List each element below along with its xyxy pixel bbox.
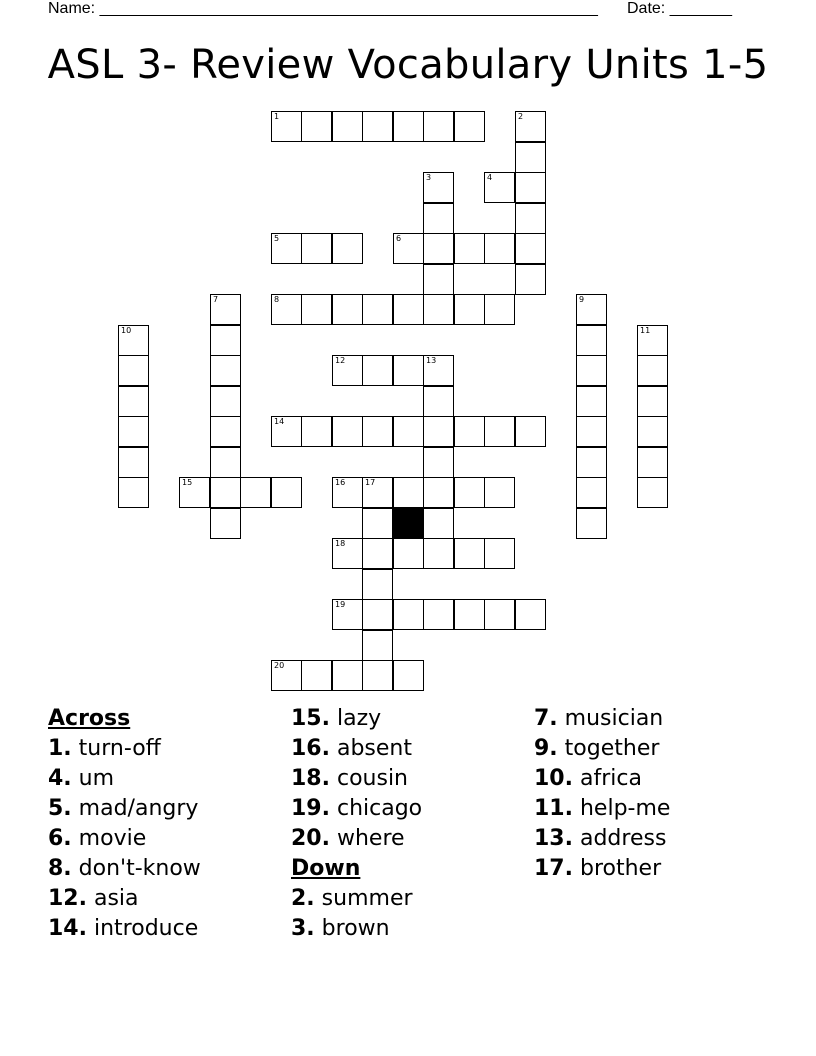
grid-cell[interactable]: [423, 386, 454, 417]
clue-number: 1: [274, 112, 280, 121]
grid-cell[interactable]: [515, 111, 546, 142]
clue-number: 20: [274, 661, 285, 670]
grid-cell[interactable]: [118, 416, 149, 447]
grid-cell[interactable]: [210, 477, 241, 508]
clue-number: 11: [640, 326, 651, 335]
grid-cell[interactable]: [332, 477, 363, 508]
grid-cell[interactable]: [210, 386, 241, 417]
clue-number: 10: [121, 326, 132, 335]
grid-cell[interactable]: [423, 477, 454, 508]
grid-cell[interactable]: [454, 538, 485, 569]
grid-cell[interactable]: [362, 538, 393, 569]
clue-column-3: [534, 704, 670, 884]
across-heading: Across: [48, 706, 131, 731]
grid-cell[interactable]: [576, 477, 607, 508]
clue-number: 6: [396, 234, 402, 243]
grid-cell[interactable]: [118, 477, 149, 508]
grid-cell[interactable]: [637, 477, 668, 508]
grid-cell[interactable]: [423, 111, 454, 142]
grid-cell[interactable]: [362, 569, 393, 600]
across-clue-20: 20. where: [291, 826, 405, 851]
grid-cell[interactable]: [515, 203, 546, 234]
grid-cell[interactable]: [271, 416, 302, 447]
grid-cell[interactable]: [393, 111, 424, 142]
grid-cell[interactable]: [179, 477, 210, 508]
grid-cell[interactable]: [637, 325, 668, 356]
grid-cell[interactable]: [637, 416, 668, 447]
clue-number: 17: [365, 478, 376, 487]
down-clue-10: 10. africa: [534, 766, 642, 791]
grid-cell[interactable]: [393, 477, 424, 508]
down-clue-7: 7. musician: [534, 706, 664, 731]
grid-cell[interactable]: [515, 416, 546, 447]
grid-cell[interactable]: [301, 233, 332, 264]
clue-number: 5: [274, 234, 280, 243]
clue-number: 9: [579, 295, 585, 304]
grid-cell[interactable]: [118, 447, 149, 478]
grid-cell[interactable]: [301, 416, 332, 447]
grid-cell[interactable]: [393, 538, 424, 569]
name-field-label: Name: ________________________________________________________: [48, 0, 598, 17]
grid-cell[interactable]: [484, 416, 515, 447]
grid-cell[interactable]: [484, 599, 515, 630]
down-clue-3: 3. brown: [291, 916, 390, 941]
grid-cell[interactable]: [484, 172, 515, 203]
grid-cell[interactable]: [515, 264, 546, 295]
across-clue-15: 15. lazy: [291, 706, 382, 731]
grid-cell[interactable]: [362, 508, 393, 539]
grid-cell[interactable]: [576, 386, 607, 417]
clue-number: 19: [335, 600, 346, 609]
grid-cell[interactable]: [118, 355, 149, 386]
grid-cell[interactable]: [332, 660, 363, 691]
grid-cell[interactable]: [423, 203, 454, 234]
clue-number: 15: [182, 478, 193, 487]
grid-cell[interactable]: [271, 477, 302, 508]
grid-cell[interactable]: [423, 355, 454, 386]
across-clue-6: 6. movie: [48, 826, 147, 851]
blocked-square: [393, 508, 424, 539]
grid-cell[interactable]: [576, 325, 607, 356]
down-heading: Down: [291, 856, 361, 881]
grid-cell[interactable]: [423, 264, 454, 295]
grid-cell[interactable]: [393, 233, 424, 264]
grid-cell[interactable]: [332, 294, 363, 325]
grid-cell[interactable]: [393, 599, 424, 630]
grid-cell[interactable]: [118, 325, 149, 356]
grid-cell[interactable]: [271, 294, 302, 325]
grid-cell[interactable]: [301, 660, 332, 691]
grid-cell[interactable]: [576, 447, 607, 478]
down-clue-2: 2. summer: [291, 886, 413, 911]
grid-cell[interactable]: [393, 660, 424, 691]
grid-cell[interactable]: [637, 447, 668, 478]
grid-cell[interactable]: [210, 416, 241, 447]
grid-cell[interactable]: [301, 294, 332, 325]
grid-cell[interactable]: [423, 294, 454, 325]
clue-column-2: [291, 704, 422, 944]
down-clue-9: 9. together: [534, 736, 660, 761]
across-clue-1: 1. turn-off: [48, 736, 161, 761]
grid-cell[interactable]: [118, 386, 149, 417]
grid-cell[interactable]: [362, 477, 393, 508]
page-title: ASL 3- Review Vocabulary Units 1-5: [47, 42, 769, 88]
down-clue-17: 17. brother: [534, 856, 662, 881]
grid-cell[interactable]: [362, 599, 393, 630]
across-clue-4: 4. um: [48, 766, 115, 791]
across-clue-5: 5. mad/angry: [48, 796, 199, 821]
clue-number: 3: [426, 173, 432, 182]
grid-cell[interactable]: [423, 172, 454, 203]
across-clue-18: 18. cousin: [291, 766, 409, 791]
clue-number: 4: [487, 173, 493, 182]
clue-number: 13: [426, 356, 437, 365]
grid-cell[interactable]: [271, 233, 302, 264]
grid-cell[interactable]: [210, 355, 241, 386]
grid-cell[interactable]: [332, 599, 363, 630]
grid-cell[interactable]: [576, 294, 607, 325]
clue-number: 18: [335, 539, 346, 548]
grid-cell[interactable]: [210, 325, 241, 356]
grid-cell[interactable]: [454, 111, 485, 142]
grid-cell[interactable]: [515, 233, 546, 264]
grid-cell[interactable]: [362, 355, 393, 386]
grid-cell[interactable]: [484, 538, 515, 569]
grid-cell[interactable]: [515, 142, 546, 173]
down-clue-13: 13. address: [534, 826, 667, 851]
grid-cell[interactable]: [637, 355, 668, 386]
grid-cell[interactable]: [393, 355, 424, 386]
across-clue-14: 14. introduce: [48, 916, 199, 941]
clue-number: 16: [335, 478, 346, 487]
grid-cell[interactable]: [423, 416, 454, 447]
clue-number: 12: [335, 356, 346, 365]
grid-cell[interactable]: [484, 233, 515, 264]
grid-cell[interactable]: [301, 111, 332, 142]
grid-cell[interactable]: [362, 111, 393, 142]
grid-cell[interactable]: [515, 599, 546, 630]
grid-cell[interactable]: [393, 294, 424, 325]
grid-cell[interactable]: [271, 111, 302, 142]
grid-cell[interactable]: [210, 447, 241, 478]
grid-cell[interactable]: [362, 630, 393, 661]
date-field-label: Date: _______: [627, 0, 732, 17]
grid-cell[interactable]: [210, 508, 241, 539]
grid-cell[interactable]: [362, 294, 393, 325]
grid-cell[interactable]: [576, 508, 607, 539]
grid-cell[interactable]: [454, 477, 485, 508]
clue-number: 14: [274, 417, 285, 426]
grid-cell[interactable]: [393, 416, 424, 447]
grid-cell[interactable]: [454, 599, 485, 630]
grid-cell[interactable]: [576, 355, 607, 386]
grid-cell[interactable]: [332, 355, 363, 386]
grid-cell[interactable]: [332, 233, 363, 264]
grid-cell[interactable]: [515, 172, 546, 203]
clue-number: 8: [274, 295, 280, 304]
grid-cell[interactable]: [423, 599, 454, 630]
across-clue-16: 16. absent: [291, 736, 412, 761]
grid-cell[interactable]: [454, 233, 485, 264]
grid-cell[interactable]: [423, 233, 454, 264]
grid-cell[interactable]: [454, 294, 485, 325]
down-clue-11: 11. help-me: [534, 796, 671, 821]
grid-cell[interactable]: [362, 660, 393, 691]
grid-cell[interactable]: [332, 111, 363, 142]
grid-cell[interactable]: [332, 416, 363, 447]
grid-cell[interactable]: [576, 416, 607, 447]
grid-cell[interactable]: [423, 447, 454, 478]
grid-cell[interactable]: [637, 386, 668, 417]
across-clue-12: 12. asia: [48, 886, 139, 911]
grid-cell[interactable]: [423, 538, 454, 569]
grid-cell[interactable]: [271, 660, 302, 691]
clue-column-1: [48, 704, 201, 944]
grid-cell[interactable]: [362, 416, 393, 447]
across-clue-19: 19. chicago: [291, 796, 423, 821]
across-clue-8: 8. don't-know: [48, 856, 201, 881]
grid-cell[interactable]: [332, 538, 363, 569]
grid-cell[interactable]: [484, 477, 515, 508]
grid-cell[interactable]: [240, 477, 271, 508]
clue-number: 2: [518, 112, 524, 121]
grid-cell[interactable]: [423, 508, 454, 539]
grid-cell[interactable]: [210, 294, 241, 325]
clue-number: 7: [213, 295, 219, 304]
grid-cell[interactable]: [484, 294, 515, 325]
grid-cell[interactable]: [454, 416, 485, 447]
